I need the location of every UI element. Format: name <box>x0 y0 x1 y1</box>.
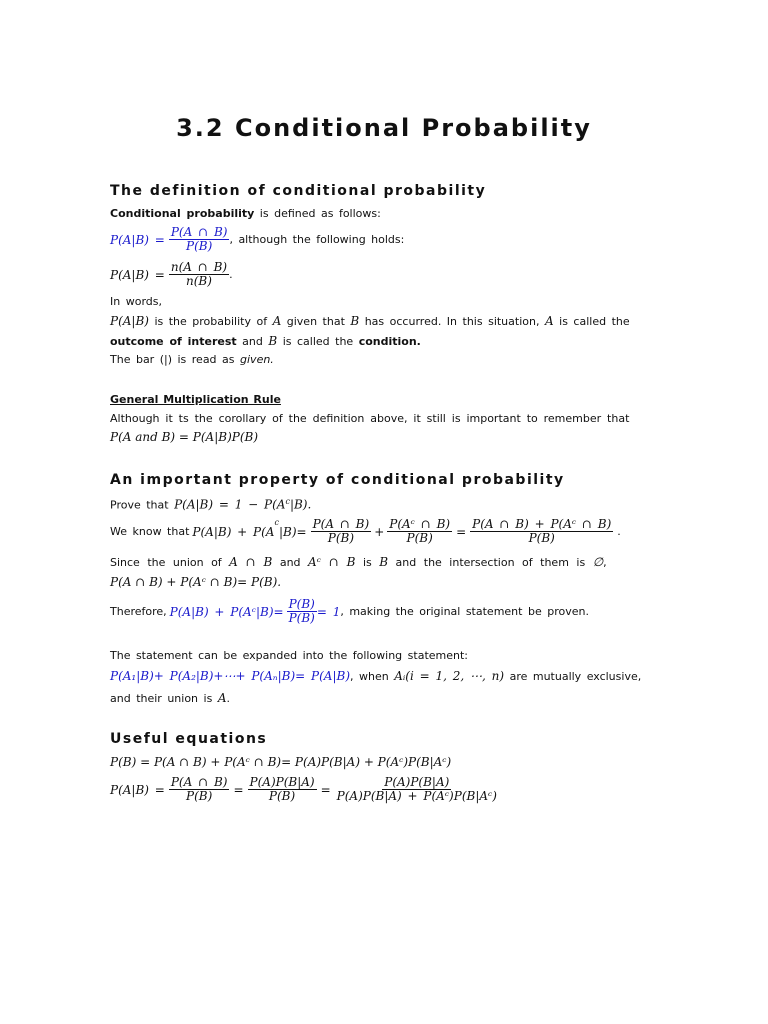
text-run: are mutually exclusive, <box>504 670 642 683</box>
text-run: Prove that <box>110 498 175 512</box>
text-run: is called the <box>277 335 359 348</box>
math-inline: |B). <box>289 497 312 512</box>
math-inline: P(A|B) = 1 − P(A <box>174 497 286 512</box>
formula-trailing-text: . <box>229 268 233 281</box>
term-outcome-of-interest: outcome of interest <box>110 335 237 348</box>
fraction <box>169 261 229 288</box>
math-inline: A <box>272 314 282 328</box>
fraction-denominator: P(A)P(B|A) + P(Aᶜ)P(B|Aᶜ) <box>336 789 497 803</box>
section-heading-property: An important property of conditional probability <box>110 472 565 488</box>
math-inline: A <box>217 691 227 705</box>
text-run: Since the union of <box>110 556 230 569</box>
fraction-denominator: P(B) <box>186 789 213 803</box>
therefore-line <box>110 598 589 625</box>
subheading-multiplication-rule: General Multiplication Rule <box>110 393 281 406</box>
math-inline: = 1 <box>316 604 341 619</box>
term-conditional-probability: Conditional probability <box>110 207 255 220</box>
empty-set-symbol: ∅ <box>592 555 604 569</box>
fraction-denominator: P(B) <box>268 789 296 803</box>
math-inline: |B)= <box>278 524 307 539</box>
prove-line <box>110 497 311 512</box>
complement-superscript: c <box>274 518 279 527</box>
explanation-line-3 <box>110 353 274 366</box>
text-run: and their union is <box>110 692 218 705</box>
fraction-denominator: n(B) <box>186 274 212 288</box>
fraction-numerator: P(A)P(B|A) <box>249 775 315 789</box>
text-run: has occurred. In this situation, <box>359 315 545 328</box>
since-line-1 <box>110 555 607 569</box>
fraction <box>169 776 230 803</box>
equation-bayes <box>110 776 499 803</box>
fraction-denominator: P(B) <box>186 239 213 253</box>
expand-intro: The statement can be expanded into the following statement: <box>110 649 468 662</box>
formula-lhs: P(A|B) = <box>110 782 165 797</box>
complement-superscript: c <box>285 497 290 506</box>
explanation-line-2 <box>110 334 421 348</box>
fraction <box>335 776 499 803</box>
term-condition: condition. <box>358 335 421 348</box>
fraction <box>311 518 372 545</box>
fraction-denominator: P(B) <box>288 611 315 625</box>
text-run: The bar (|) is read as <box>110 353 241 366</box>
fraction <box>169 226 230 253</box>
text-run: and <box>236 335 269 348</box>
text-run: Therefore, <box>110 605 167 618</box>
math-inline: A <box>544 314 554 328</box>
page-title: 3.2 Conditional Probability <box>176 114 592 142</box>
fraction-numerator: P(A)P(B|A) <box>384 775 450 789</box>
fraction-denominator: P(B) <box>528 531 555 545</box>
formula-counting <box>110 261 233 288</box>
expand-union-line <box>110 691 230 705</box>
explanation-line-1 <box>110 314 630 328</box>
intro-line <box>110 207 381 220</box>
fraction <box>387 518 452 545</box>
fraction-numerator: P(A ∩ B) <box>170 225 228 239</box>
text-run: and the intersection of them is <box>388 556 593 569</box>
fraction-numerator: P(B) <box>288 597 315 611</box>
math-inline: Aᶜ ∩ B <box>308 555 356 569</box>
math-inline: P(A|B) + P(A <box>192 524 275 539</box>
math-inline: P(A|B) + P(Aᶜ|B)= <box>169 604 284 619</box>
expand-formula-line <box>110 669 641 683</box>
fraction-numerator: P(Aᶜ ∩ B) <box>389 517 451 531</box>
text-run: given that <box>281 315 351 328</box>
text-run: . <box>617 525 621 538</box>
term-given: given. <box>240 353 274 366</box>
formula-lhs: P(A|B) = <box>110 232 165 247</box>
formula-lhs: P(A|B) = <box>110 267 165 282</box>
fraction <box>248 776 317 803</box>
know-line <box>110 518 621 545</box>
text-run: . <box>226 692 230 705</box>
text-run: is <box>355 556 380 569</box>
fraction <box>287 598 317 625</box>
fraction-numerator: P(A ∩ B) + P(Aᶜ ∩ B) <box>472 517 612 531</box>
text-run: , <box>603 556 607 569</box>
intro-text: is defined as follows: <box>254 207 381 220</box>
text-run: , making the original statement be proven. <box>340 605 589 618</box>
text-run: and <box>272 556 309 569</box>
operator: = <box>320 782 331 797</box>
formula-trailing-text: , although the following holds: <box>229 233 405 246</box>
section-heading-definition: The definition of conditional probability <box>110 183 487 199</box>
rule-formula: P(A and B) = P(A|B)P(B) <box>110 430 259 444</box>
math-inline: B <box>350 314 360 328</box>
fraction-numerator: P(A ∩ B) <box>170 775 228 789</box>
math-inline: A ∩ B <box>229 555 273 569</box>
equation-total-probability: P(B) = P(A ∩ B) + P(Aᶜ ∩ B)= P(A)P(B|A) + P(Aᶜ)P(B|Aᶜ) <box>110 755 452 769</box>
text-run: , when <box>350 670 395 683</box>
text-run: is called the <box>553 315 630 328</box>
operator: + <box>374 524 385 539</box>
text-run: We know that <box>110 525 190 538</box>
fraction-denominator: P(B) <box>406 531 433 545</box>
text-run: is the probability of <box>148 315 273 328</box>
section-heading-useful-equations: Useful equations <box>110 731 268 747</box>
math-inline: B <box>379 555 389 569</box>
formula-definition <box>110 226 404 253</box>
since-line-2: P(A ∩ B) + P(Aᶜ ∩ B)= P(B). <box>110 575 282 589</box>
math-inline: Aᵢ(i = 1, 2, ⋯, n) <box>394 669 505 683</box>
fraction-numerator: P(A ∩ B) <box>312 517 370 531</box>
rule-text: Although it ts the corollary of the definition above, it still is important to remember that <box>110 412 630 425</box>
fraction-numerator: n(A ∩ B) <box>170 260 228 274</box>
math-inline: P(A₁|B)+ P(A₂|B)+⋯+ P(Aₙ|B)= P(A|B) <box>110 669 351 683</box>
fraction <box>470 518 613 545</box>
math-inline: B <box>268 334 278 348</box>
fraction-denominator: P(B) <box>327 531 355 545</box>
math-inline: P(A|B) <box>110 314 149 328</box>
operator: = <box>456 524 467 539</box>
in-words-label: In words, <box>110 295 162 308</box>
operator: = <box>233 782 244 797</box>
